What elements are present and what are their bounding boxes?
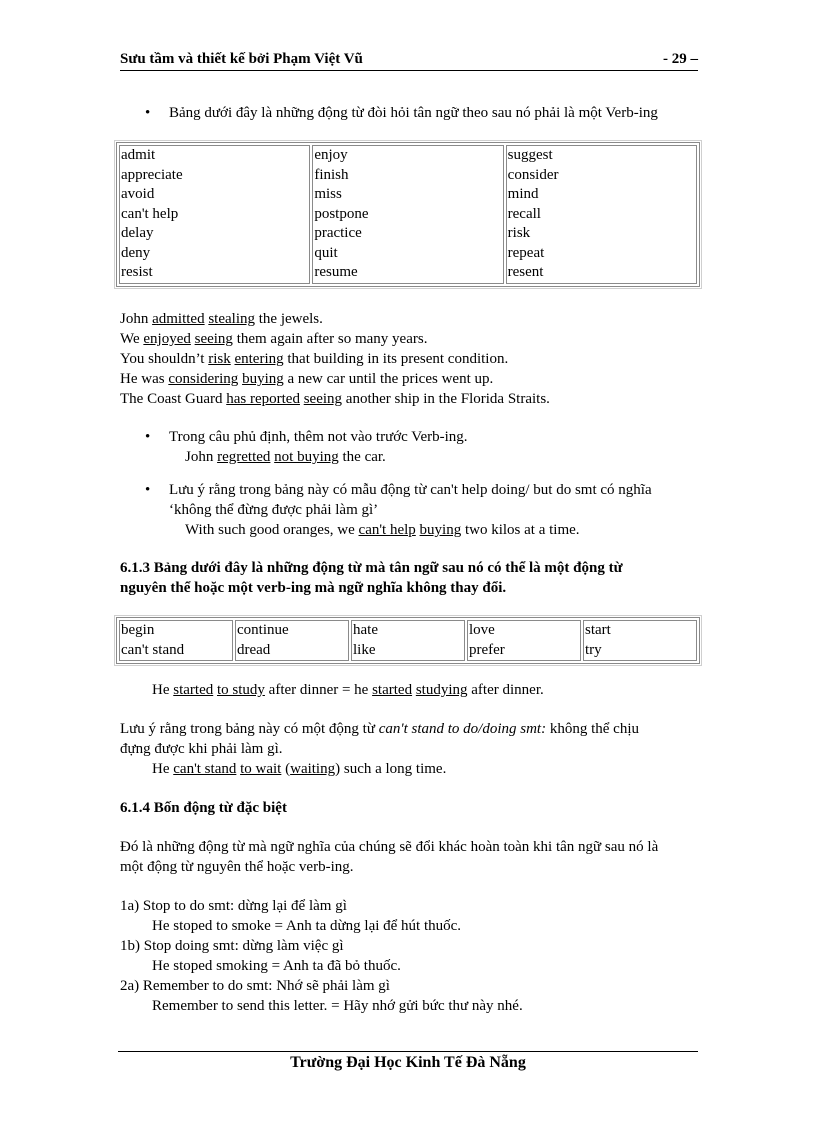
table-cell: consider xyxy=(507,166,559,183)
table-cell: resent xyxy=(507,264,544,280)
table-cell: enjoy xyxy=(314,147,348,163)
section-heading: 6.1.4 Bốn động từ đặc biệt xyxy=(120,800,287,816)
table-cell: quit xyxy=(314,244,338,261)
list-item: He stoped to smoke = Anh ta dừng lại để hút thuốc. xyxy=(152,918,462,934)
table-cell: resist xyxy=(121,264,153,280)
table-cell: start try xyxy=(583,620,697,661)
table-cell: hate like xyxy=(351,620,465,661)
table-cell: continue dread xyxy=(235,620,349,661)
table-cell: avoid xyxy=(121,186,155,202)
bullet-text: Bảng dưới đây là những động từ đòi hỏi tân ngữ theo sau nó phải là một Verb-ing xyxy=(169,105,658,121)
list-item: Remember to send this letter. = Hãy nhớ gửi bức thư này nhé. xyxy=(152,998,523,1014)
footer-rule xyxy=(118,1051,698,1052)
page-number: - 29 – xyxy=(663,51,698,67)
example-sentence: The Coast Guard has reported seeing another ship in the Florida Straits. xyxy=(120,391,550,407)
examples-block xyxy=(120,309,710,409)
example-sentence: You shouldn’t risk entering that building in its present condition. xyxy=(120,351,509,367)
table-cell: practice xyxy=(314,225,362,241)
table-cell: miss xyxy=(314,186,342,202)
example-sentence: With such good oranges, we can't help buying two kilos at a time. xyxy=(185,522,580,538)
table-cell: admit xyxy=(121,147,156,163)
table-cell: repeat xyxy=(507,244,545,261)
table-cell: appreciate xyxy=(121,166,183,183)
list-item: 1b) Stop doing smt: dừng làm việc gì xyxy=(120,938,344,954)
example-sentence: We enjoyed seeing them again after so many years. xyxy=(120,331,428,347)
table-cell: love prefer xyxy=(467,620,581,661)
table-cell: finish xyxy=(314,166,349,183)
bullet-icon: • xyxy=(145,429,151,445)
table-cell: begin can't stand xyxy=(119,620,233,661)
example-sentence: He can't stand to wait (waiting) such a long time. xyxy=(152,761,447,777)
table-cell: mind xyxy=(507,186,539,202)
verb-ing-table xyxy=(116,142,700,287)
page-footer: Trường Đại Học Kinh Tế Đà Nẵng xyxy=(290,1054,526,1071)
table-column xyxy=(506,145,697,284)
table-cell: deny xyxy=(121,244,151,261)
table-cell: delay xyxy=(121,225,154,241)
bullet-icon: • xyxy=(145,105,151,121)
example-sentence: John admitted stealing the jewels. xyxy=(120,311,323,327)
section-heading: 6.1.3 Bảng dưới đây là những động từ mà tân ngữ sau nó có thể là một động từ nguyên thể hoặc một verb-ing mà ngữ nghĩa không thay đổi. xyxy=(120,560,623,596)
intro-paragraph: Đó là những động từ mà ngữ nghĩa của chúng sẽ đổi khác hoàn toàn khi tân ngữ sau nó là một động từ nguyên thể hoặc verb-ing. xyxy=(120,839,659,875)
header-title: Sưu tầm và thiết kế bởi Phạm Việt Vũ xyxy=(120,51,363,67)
table-cell: recall xyxy=(507,205,541,222)
special-verbs-list xyxy=(120,896,710,1016)
list-item: 1a) Stop to do smt: dừng lại để làm gì xyxy=(120,898,347,914)
table-column xyxy=(119,145,310,284)
note-paragraph: Lưu ý rằng trong bảng này có một động từ can't stand to do/doing smt: không thể chịu đựng được khi phải làm gì. He can't stand to wait (waiting) such a long time. xyxy=(120,719,710,779)
verb-table-2 xyxy=(116,617,700,664)
list-item: He stoped smoking = Anh ta đã bỏ thuốc. xyxy=(152,958,401,974)
table-cell: postpone xyxy=(314,205,369,222)
table-cell: resume xyxy=(314,264,358,280)
header-rule xyxy=(120,70,698,71)
table-cell: can't help xyxy=(121,205,179,222)
list-item: 2a) Remember to do smt: Nhớ sẽ phải làm gì xyxy=(120,978,390,994)
example-sentence: John regretted not buying the car. xyxy=(185,449,386,465)
page-header xyxy=(120,51,698,71)
bullet-icon: • xyxy=(145,482,151,498)
bullet-text: Trong câu phủ định, thêm not vào trước Verb-ing. John regretted not buying the car. xyxy=(169,427,709,467)
table-cell: risk xyxy=(507,225,531,241)
example-sentence: He was considering buying a new car until the prices went up. xyxy=(120,371,494,387)
bullet-text: Lưu ý rằng trong bảng này có mẫu động từ can't help doing/ but do smt có nghĩa ‘không thể đừng được phải làm gì’ With such good oranges, we can't help buying two kilos at a time. xyxy=(169,480,729,540)
table-cell: suggest xyxy=(507,147,553,163)
table-column xyxy=(312,145,503,284)
example-sentence: He started to study after dinner = he started studying after dinner. xyxy=(152,682,544,698)
